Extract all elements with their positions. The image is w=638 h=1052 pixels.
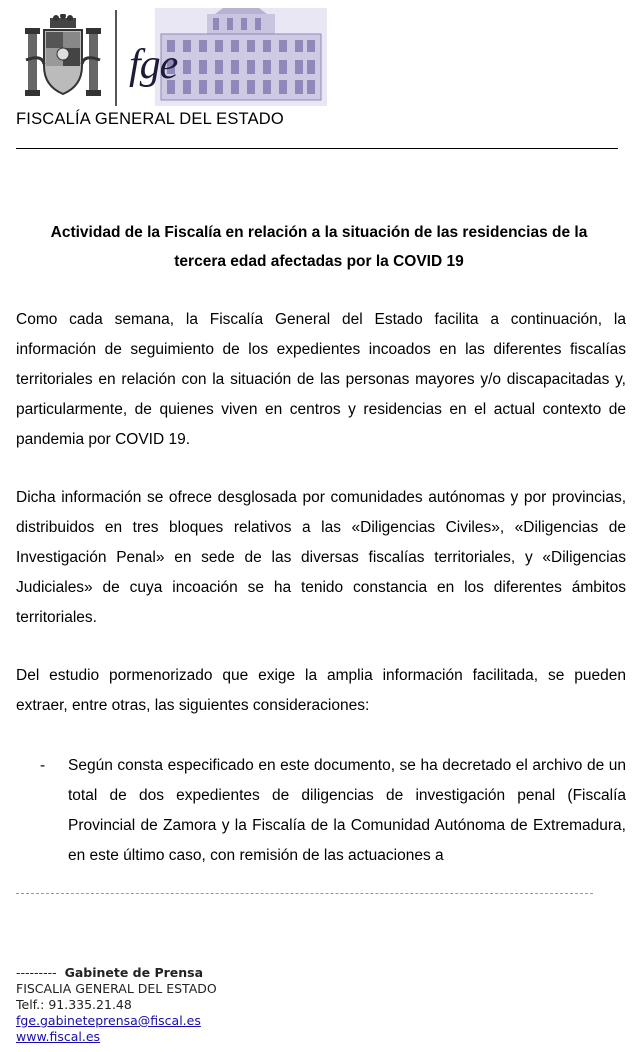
page-break-divider: [16, 893, 593, 894]
paragraph-3: Del estudio pormenorizado que exige la amplia información facilitada, se pueden extraer, entre otras, las siguientes consideraciones:: [16, 667, 626, 714]
header-divider: [16, 148, 618, 149]
coat-of-arms-icon: [22, 14, 104, 102]
footer-dashes: ---------: [16, 965, 57, 980]
press-office-label: Gabinete de Prensa: [64, 965, 204, 980]
paragraph-1: Como cada semana, la Fiscalía General del Estado facilita a continuación, la información de seguimiento de los expedientes incoados en las diferentes fiscalías territoriales en relación con la situación de las personas mayores y/o discapacitadas y, particularmente, de quienes viven en centros y residencias en el actual contexto de pandemia por COVID 19.: [16, 311, 626, 448]
logo-divider: [115, 10, 117, 106]
paragraph-2: Dicha información se ofrece desglosada por comunidades autónomas y por provincias, distribuidos en tres bloques relativos a las «Diligencias Civiles», «Diligencias de Investigación Penal» en sede de las diversas fiscalías territoriales, y «Diligencias Judiciales» de cuya incoación se ha tenido constancia en los diferentes ámbitos territoriales.: [16, 489, 626, 626]
organization-title: FISCALÍA GENERAL DEL ESTADO: [16, 110, 284, 128]
header-logos: [18, 8, 328, 108]
document-title-line-1: Actividad de la Fiscalía en relación a la situación de las residencias de la: [50, 224, 588, 241]
building-illustration-icon: [155, 8, 327, 106]
email-link[interactable]: fge.gabineteprensa@fiscal.es: [16, 1013, 201, 1028]
footer-press-line: [16, 965, 217, 981]
document-title: [16, 218, 622, 276]
footer-phone: Telf.: 91.335.21.48: [16, 997, 132, 1012]
bullet-item-1: Según consta especificado en este documento, se ha decretado el archivo de un total de dos expedientes de diligencias de investigación penal (Fiscalía Provincial de Zamora y la Fiscalía de la Comunidad Autónoma de Extremadura, en este último caso, con remisión de las actuaciones a: [68, 757, 626, 864]
document-title-line-2: tercera edad afectadas por la COVID 19: [174, 253, 464, 270]
footer-contact: [16, 965, 217, 1045]
footer-organization: FISCALIA GENERAL DEL ESTADO: [16, 981, 217, 996]
bullet-marker: -: [40, 757, 46, 774]
website-link[interactable]: www.fiscal.es: [16, 1029, 101, 1044]
fge-logo: fge: [129, 42, 178, 88]
